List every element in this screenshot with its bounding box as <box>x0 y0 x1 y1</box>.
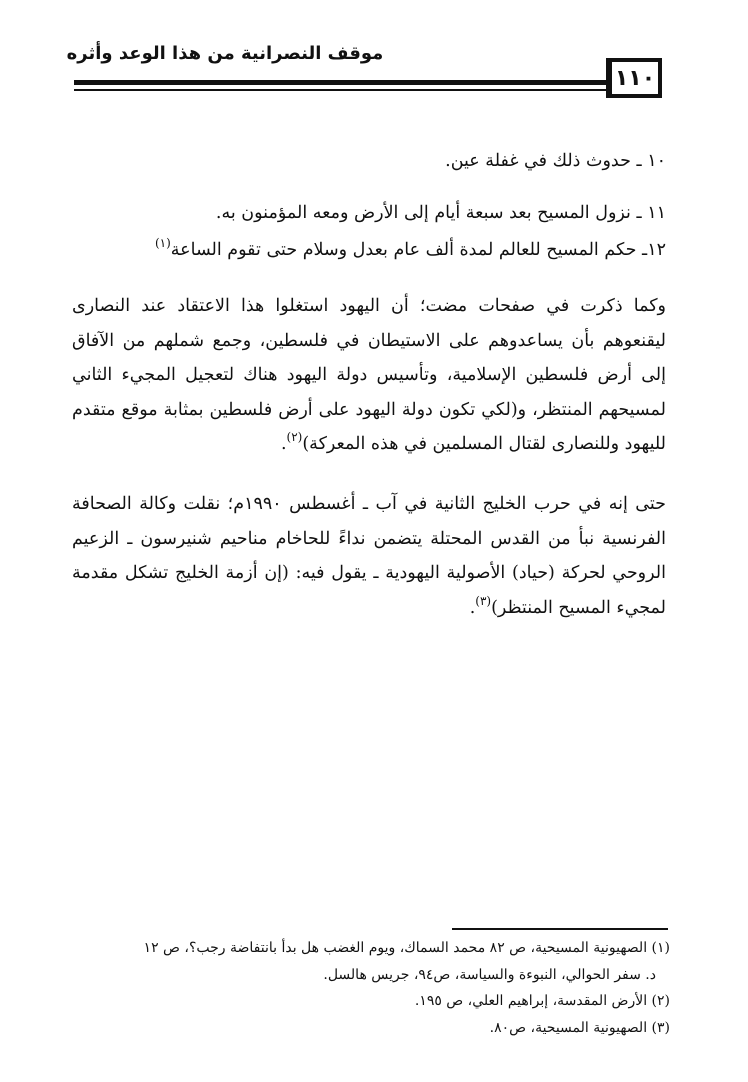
paragraph-2 <box>72 487 666 625</box>
list-item-11: ١١ ـ نزول المسيح بعد سبعة أيام إلى الأرض ومعه المؤمنون به. <box>215 203 666 223</box>
footnote-separator <box>452 928 668 930</box>
footnote-1-line-1: (١) الصهيونية المسيحية، ص ٨٢ محمد السماك، ويوم الغضب هل بدأ بانتفاضة رجب؟، ص ١٢ <box>143 940 670 956</box>
header-rule-thin <box>74 89 608 91</box>
footnote-1-line-2: د. سفر الحوالي، النبوءة والسياسة، ص٩٤، جريس هالسل. <box>323 966 656 983</box>
footnote-ref-3[interactable]: (٣) <box>475 593 492 608</box>
paragraph-1-end: . <box>280 434 287 454</box>
footnotes <box>72 935 670 1041</box>
list-item-10: ١٠ ـ حدوث ذلك في غفلة عين. <box>445 151 666 171</box>
footnote-2: (٢) الأرض المقدسة، إبراهيم العلي، ص ١٩٥. <box>414 993 670 1009</box>
paragraph-2-end: . <box>469 597 476 618</box>
page-number: ١١٠ <box>606 58 662 98</box>
paragraph-1-text: وكما ذكرت في صفحات مضت؛ أن اليهود استغلوا هذا الاعتقاد عند النصارى ليقنعوهم بأن يساعدوهم على الاستيطان في فلسطين، وجمع شملهم من الآفاق إلى أرض فلسطين الإسلامية، وتأسيس دولة اليهود هناك لتعجيل المجيء الثاني لمسيحهم المنتظر، و(لكي تكون دولة اليهود على أرض فلسطين بمثابة موقع متقدم لليهود وللنصارى لقتال المسلمين في هذه المعركة) <box>72 296 666 454</box>
list-item-12 <box>72 233 666 268</box>
list-item-12-text: ١٢ـ حكم المسيح للعالم لمدة ألف عام بعدل وسلام حتى تقوم الساعة <box>170 240 666 260</box>
header-rule-thick <box>74 80 608 85</box>
running-title: موقف النصرانية من هذا الوعد وأثره <box>66 43 384 64</box>
paragraph-1 <box>72 289 666 462</box>
footnote-ref-1[interactable]: (١) <box>154 236 171 250</box>
footnote-3: (٣) الصهيونية المسيحية، ص٨٠. <box>489 1019 670 1036</box>
footnote-ref-2[interactable]: (٢) <box>286 430 303 444</box>
paragraph-2-text: حتى إنه في حرب الخليج الثانية في آب ـ أغسطس ١٩٩٠م؛ نقلت وكالة الصحافة الفرنسية نبأ من القدس المحتلة يتضمن نداءً للحاخام مناحيم شنيرسون ـ الزعيم الروحي لحركة (حياد) الأصولية اليهودية ـ يقول فيه: (إن أزمة الخليج تشكل مقدمة لمجيء المسيح المنتظر) <box>72 494 666 618</box>
